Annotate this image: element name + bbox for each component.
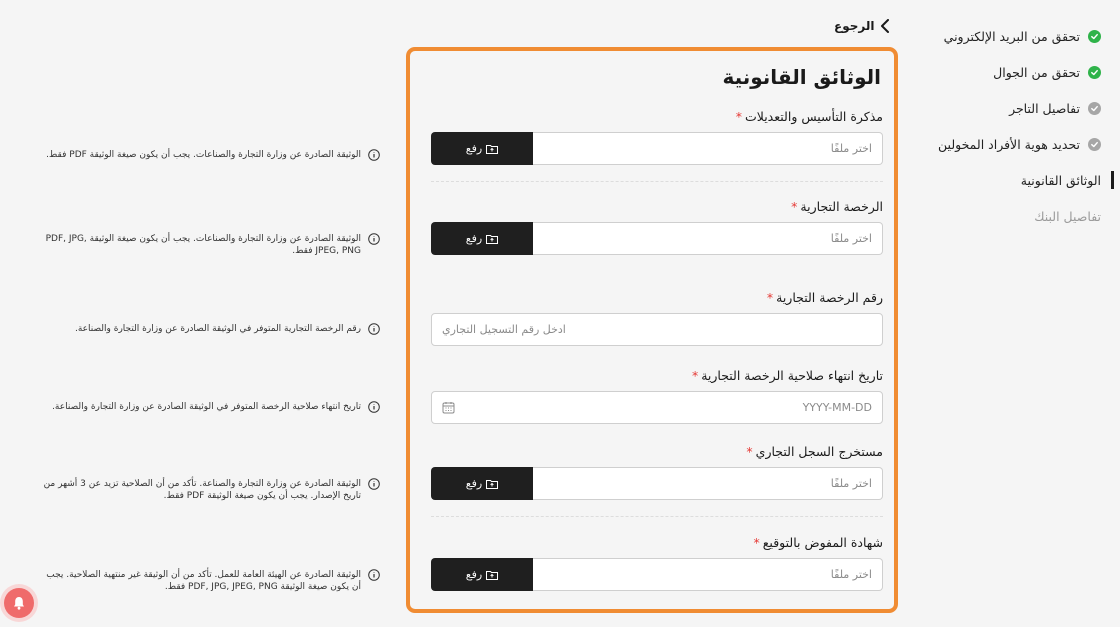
step-email-verification[interactable]: [925, 18, 1120, 54]
field-label: رقم الرخصة التجارية*: [766, 290, 883, 305]
license-number-input[interactable]: ادخل رقم التسجيل التجاري: [431, 313, 883, 346]
file-upload: [431, 467, 883, 500]
help-note-text: تاريخ انتهاء صلاحية الرخصة المتوفر في الوثيقة الصادرة عن وزارة التجارة والصناعة.: [52, 402, 361, 412]
info-icon: [368, 149, 380, 161]
chevron-left-icon: [880, 19, 890, 33]
file-upload: [431, 132, 883, 165]
field-label: تاريخ انتهاء صلاحية الرخصة التجارية*: [691, 368, 883, 383]
required-mark: *: [766, 290, 774, 305]
check-circle-icon: [1088, 102, 1101, 115]
step-authorized-persons[interactable]: [925, 126, 1120, 162]
divider: [431, 516, 883, 517]
step-label: تفاصيل التاجر: [1009, 100, 1080, 116]
notification-button[interactable]: [0, 584, 38, 622]
file-input[interactable]: اختر ملفًا: [533, 467, 883, 500]
info-icon: [368, 323, 380, 335]
step-legal-documents[interactable]: [925, 162, 1120, 198]
back-link[interactable]: [834, 19, 890, 33]
upload-button[interactable]: [431, 132, 533, 165]
notification-badge: [4, 588, 34, 618]
required-mark: *: [746, 444, 753, 459]
help-note: [46, 149, 380, 161]
field-label: شهادة المفوض بالتوقيع*: [753, 535, 883, 550]
upload-button[interactable]: [431, 467, 533, 500]
file-input[interactable]: اختر ملفًا: [533, 132, 883, 165]
help-note-text: الوثيقة الصادرة عن وزارة التجارة والصناعات. يجب أن يكون صيغة الوثيقة PDF, JPG, JPEG, PNG فقط.: [45, 234, 361, 256]
field-label: مستخرج السجل التجاري*: [746, 444, 883, 459]
help-note-text: الوثيقة الصادرة عن وزارة التجارة والصناعات. يجب أن يكون صيغة الوثيقة PDF فقط.: [46, 150, 361, 160]
file-upload: [431, 558, 883, 591]
info-icon: [368, 569, 380, 581]
folder-upload-icon: [486, 479, 498, 489]
upload-button[interactable]: [431, 222, 533, 255]
step-bank-details: [925, 198, 1120, 234]
required-mark: *: [791, 199, 798, 214]
upload-label: رفع: [465, 477, 483, 490]
upload-label: رفع: [465, 232, 483, 245]
steps-sidebar: [925, 18, 1120, 234]
back-label: الرجوع: [834, 19, 875, 33]
required-mark: *: [691, 368, 699, 383]
file-input[interactable]: اختر ملفًا: [533, 558, 883, 591]
field-label: مذكرة التأسيس والتعديلات*: [735, 109, 883, 124]
upload-button[interactable]: [431, 558, 533, 591]
step-label: تحديد هوية الأفراد المخولين: [938, 136, 1080, 152]
folder-upload-icon: [486, 234, 498, 244]
file-input[interactable]: اختر ملفًا: [533, 222, 883, 255]
help-note-text: رقم الرخصة التجارية المتوفر في الوثيقة الصادرة عن وزارة التجارة والصناعة.: [74, 324, 361, 334]
upload-label: رفع: [465, 142, 483, 155]
check-circle-icon: [1088, 66, 1101, 79]
page-title: الوثائق القانونية: [722, 65, 881, 89]
divider: [431, 181, 883, 182]
step-mobile-verification[interactable]: [925, 54, 1120, 90]
folder-upload-icon: [486, 570, 498, 580]
bell-icon: [11, 595, 27, 611]
calendar-icon: [442, 401, 455, 414]
date-placeholder: YYYY-MM-DD: [802, 401, 872, 414]
field-label: الرخصة التجارية*: [791, 199, 883, 214]
folder-upload-icon: [486, 144, 498, 154]
step-label: الوثائق القانونية: [1020, 172, 1101, 188]
upload-label: رفع: [465, 568, 483, 581]
expiry-date-input[interactable]: [431, 391, 883, 424]
help-note: [35, 233, 380, 257]
help-note-text: الوثيقة الصادرة عن وزارة التجارة والصناعة. تأكد من أن الصلاحية تزيد عن 3 أشهر من تاريخ الإصدار. يجب أن يكون صيغة الوثيقة PDF فقط.: [43, 479, 361, 501]
info-icon: [368, 401, 380, 413]
info-icon: [368, 478, 380, 490]
check-circle-icon: [1088, 138, 1101, 151]
help-note: [52, 401, 380, 413]
file-upload: [431, 222, 883, 255]
required-mark: *: [735, 109, 742, 124]
step-label: تحقق من الجوال: [993, 64, 1080, 80]
check-circle-icon: [1088, 30, 1101, 43]
step-label: تفاصيل البنك: [1034, 208, 1101, 224]
help-note: [35, 478, 380, 502]
help-note-text: الوثيقة الصادرة عن الهيئة العامة للعمل. تأكد من أن الوثيقة غير منتهية الصلاحية. يجب أن يكون صيغة الوثيقة PDF, JPG, JPEG, PNG فقط.: [46, 570, 361, 592]
step-merchant-details[interactable]: [925, 90, 1120, 126]
required-mark: *: [753, 535, 760, 550]
help-note: [75, 323, 380, 335]
info-icon: [368, 233, 380, 245]
help-note: [35, 569, 380, 593]
legal-documents-card: [406, 47, 898, 613]
step-label: تحقق من البريد الإلكتروني: [943, 28, 1080, 44]
